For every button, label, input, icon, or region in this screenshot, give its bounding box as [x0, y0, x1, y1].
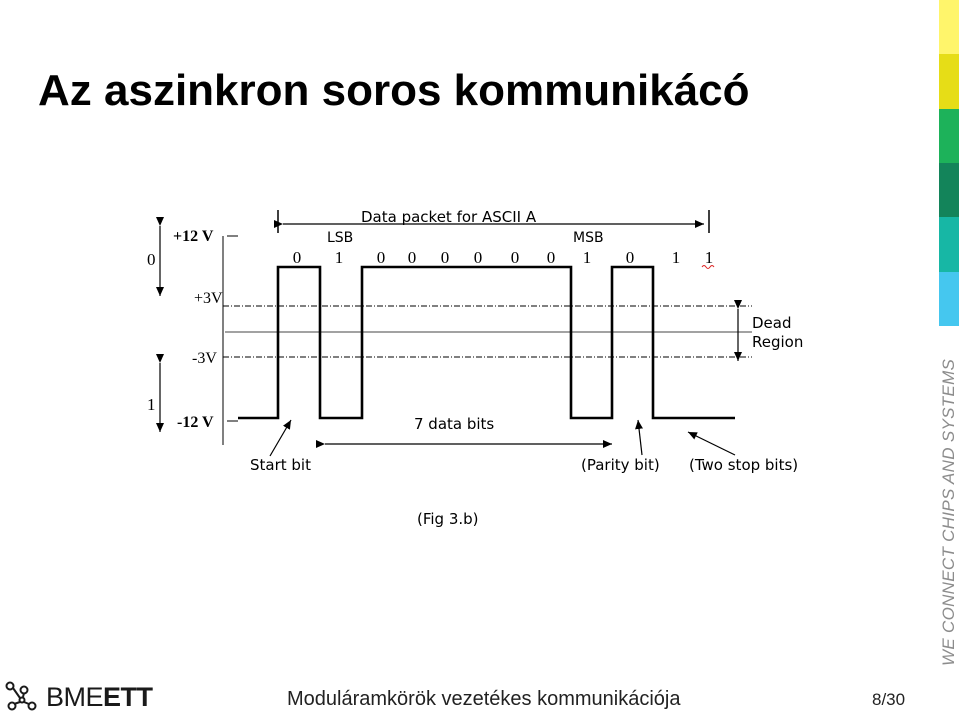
- voltage-label-minus3: -3V: [192, 350, 217, 367]
- bit-value: 0: [440, 248, 450, 267]
- bit-value: 1: [334, 248, 344, 267]
- bit-value: 0: [473, 248, 483, 267]
- logic-label-zero: 0: [147, 250, 156, 269]
- bit-value: 0: [376, 248, 386, 267]
- bmeett-logo: [4, 680, 153, 714]
- dead-region-label-line1: Dead: [752, 314, 792, 332]
- slide-title: Az aszinkron soros kommunikácó: [38, 66, 750, 115]
- logic-label-one: 1: [147, 395, 156, 414]
- logo-text: [46, 682, 153, 713]
- start-bit-label: Start bit: [250, 456, 311, 474]
- waveform: [238, 267, 735, 418]
- lsb-label: LSB: [327, 230, 354, 246]
- bit-value: 1: [582, 248, 592, 267]
- bit-value: 1: [704, 248, 714, 267]
- parity-bit-pointer: [638, 420, 642, 455]
- bit-value: 0: [292, 248, 302, 267]
- bit-values: [293, 248, 714, 267]
- page-number: 8/30: [872, 690, 906, 709]
- bit-value: 0: [510, 248, 520, 267]
- logo-text-light: BME: [46, 681, 104, 712]
- stop-bits-label: (Two stop bits): [689, 456, 799, 474]
- voltage-label-plus12: +12 V: [173, 228, 214, 245]
- voltage-label-plus3: +3V: [194, 290, 223, 307]
- logo-text-bold: ETT: [103, 681, 153, 712]
- voltage-label-minus12: -12 V: [177, 414, 214, 431]
- data-bits-label: 7 data bits: [414, 415, 495, 433]
- figure-caption: (Fig 3.b): [417, 510, 479, 528]
- footer-course-title: Moduláramkörök vezetékes kommunikációja: [287, 688, 681, 710]
- parity-bit-label: (Parity bit): [581, 456, 660, 474]
- bit-value: 0: [625, 248, 635, 267]
- msb-label: MSB: [573, 230, 604, 246]
- bit-value: 0: [546, 248, 556, 267]
- stop-bits-pointer: [688, 432, 735, 455]
- tagline: WE CONNECT CHIPS AND SYSTEMS: [939, 358, 958, 666]
- packet-label: Data packet for ASCII A: [361, 208, 537, 226]
- start-bit-pointer: [270, 420, 291, 456]
- bit-value: 0: [407, 248, 417, 267]
- dead-region-label-line2: Region: [752, 333, 804, 351]
- network-nodes-icon: [4, 680, 40, 714]
- bit-value: 1: [671, 248, 681, 267]
